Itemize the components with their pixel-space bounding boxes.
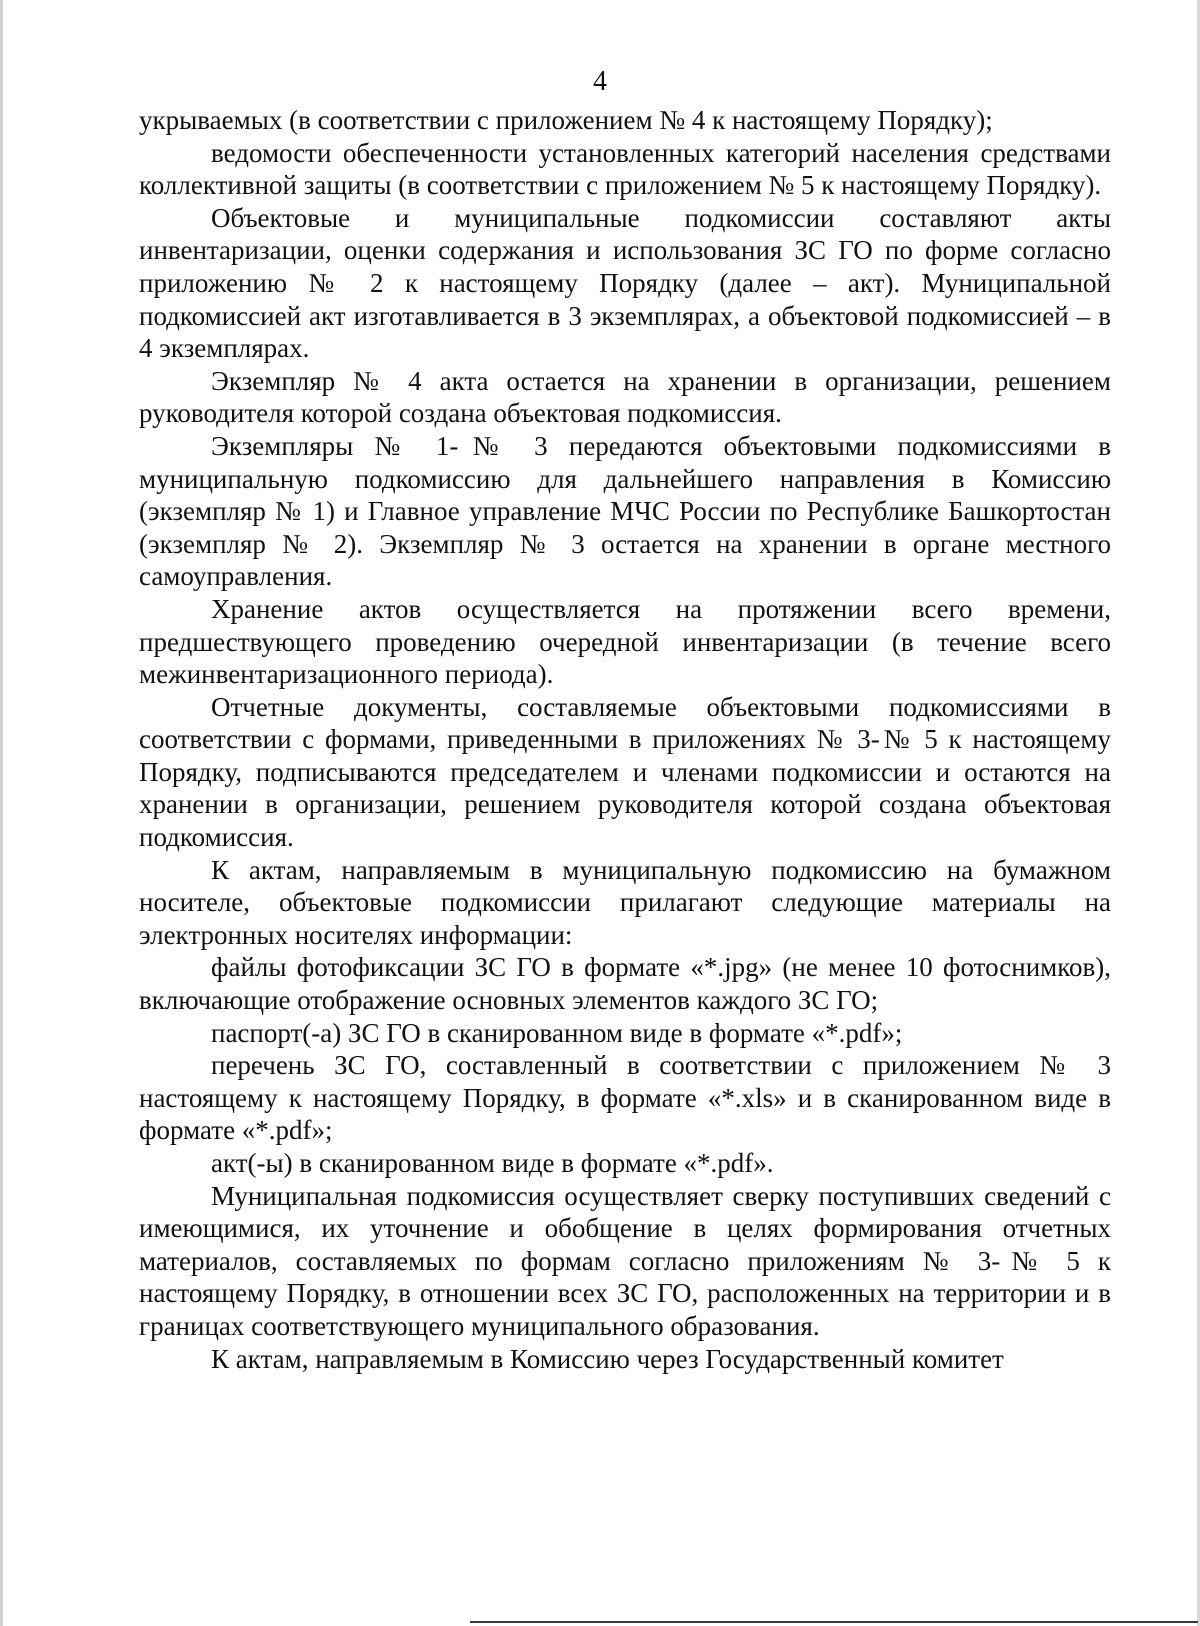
- scan-edge-bottom: [470, 1621, 1198, 1623]
- paragraph: ведомости обеспеченности установленных категорий населения средствами коллективной защиты (в соответствии с приложением № 5 к настоящему Порядку).: [139, 137, 1111, 201]
- paragraph: К актам, направляемым в Комиссию через Государственный комитет: [211, 1343, 1004, 1374]
- paragraph: Экземпляр № 4 акта остается на хранении в организации, решением руководителя которой создана объектовая подкомиссия.: [139, 365, 1111, 429]
- paragraph: акт(-ы) в сканированном виде в формате «*.pdf».: [211, 1148, 774, 1178]
- paragraph: Муниципальная подкомиссия осуществляет сверку поступивших сведений с имеющимися, их уточнение и обобщение в целях формирования отчетных материалов, составляемых по формам согласно приложениям № 3-№ 5 к настоящему Порядку, в отношении всех ЗС ГО, расположенных на территории и в границах соответствующего муниципального образования.: [139, 1180, 1111, 1341]
- paragraph: Объектовые и муниципальные подкомиссии составляют акты инвентаризации, оценки содержания и использования ЗС ГО по форме согласно приложению № 2 к настоящему Порядку (далее – акт). Муниципальной подкомиссией акт изготавливается в 3 экземплярах, а объектовой подкомиссией – в 4 экземплярах.: [139, 202, 1111, 364]
- paragraph: Отчетные документы, составляемые объектовыми подкомиссиями в соответствии с формами, приведенными в приложениях № 3-№ 5 к настоящему Порядку, подписываются председателем и членами подкомиссии и остаются на хранении в организации, решением руководителя которой создана объектовая подкомиссия.: [139, 691, 1111, 853]
- paragraph: паспорт(-а) ЗС ГО в сканированном виде в формате «*.pdf»;: [211, 1017, 903, 1048]
- paragraph: Экземпляры № 1-№ 3 передаются объектовыми подкомиссиями в муниципальную подкомиссию для дальнейшего направления в Комиссию (экземпляр № 1) и Главное управление МЧС России по Республике Башкортостан (экземпляр № 2). Экземпляр № 3 остается на хранении в органе местного самоуправления.: [139, 430, 1111, 592]
- scan-edge-left: [0, 0, 3, 1626]
- paragraph: файлы фотофиксации ЗС ГО в формате «*.jpg» (не менее 10 фотоснимков), включающие отображение основных элементов каждого ЗС ГО;: [139, 952, 1111, 1016]
- paragraph: К актам, направляемым в муниципальную подкомиссию на бумажном носителе, объектовые подкомиссии прилагают следующие материалы на электронных носителях информации:: [139, 854, 1111, 950]
- paragraph: Хранение актов осуществляется на протяжении всего времени, предшествующего проведению очередной инвентаризации (в течение всего межинвентаризационного периода).: [139, 593, 1111, 690]
- document-body: [139, 104, 1111, 1375]
- page-number: 4: [593, 66, 607, 97]
- paragraph-continuation: укрываемых (в соответствии с приложением № 4 к настоящему Порядку);: [139, 105, 993, 135]
- paragraph: перечень ЗС ГО, составленный в соответствии с приложением № 3 настоящему к настоящему Порядку, в формате «*.xls» и в сканированном виде в формате «*.pdf»;: [139, 1050, 1111, 1146]
